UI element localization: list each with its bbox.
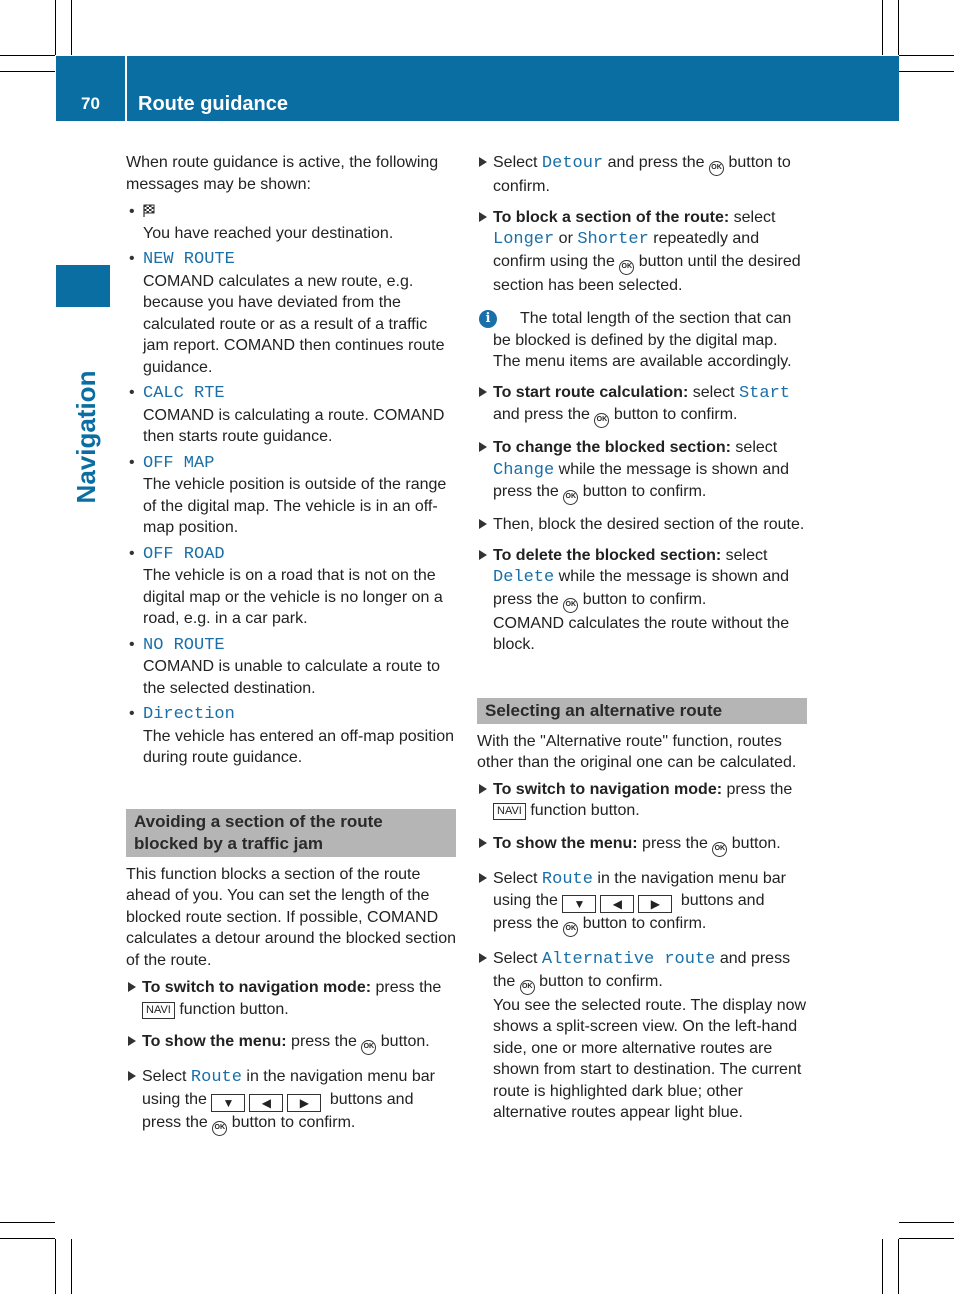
crop-mark	[899, 71, 954, 72]
crop-mark	[0, 1238, 55, 1239]
left-column	[126, 152, 456, 1136]
step-text: repeatedly and confirm using the	[493, 230, 760, 270]
crop-mark	[71, 1239, 72, 1294]
message-description: The vehicle has entered an off-map position during route guidance.	[143, 727, 455, 766]
down-arrow-icon: ▼	[211, 1094, 245, 1112]
message-description: The vehicle is on a road that is not on the digital map or the vehicle is no longer on a road, e.g. in a car park.	[143, 567, 443, 627]
menu-item-shorter: Shorter	[577, 230, 649, 249]
section-heading: Avoiding a section of the route blocked by a traffic jam	[126, 809, 456, 857]
message-label: NEW ROUTE	[143, 250, 235, 269]
menu-item-delete: Delete	[493, 568, 555, 587]
navi-key-icon: NAVI	[142, 1002, 175, 1019]
step-text: button to confirm.	[582, 915, 707, 932]
step-text: button.	[731, 834, 781, 852]
step-text: or	[558, 230, 573, 247]
step-text: while the message is shown and press the	[493, 460, 790, 500]
message-label: NO ROUTE	[143, 635, 225, 655]
ok-button-icon: OK	[563, 490, 578, 505]
step	[126, 977, 456, 1020]
checkered-flag-icon	[143, 203, 155, 220]
step-text: button.	[380, 1033, 430, 1050]
right-arrow-icon: ▶	[638, 895, 672, 913]
step-text: while the message is shown and press the	[493, 568, 790, 608]
step-text: press the	[375, 979, 442, 996]
message-item	[126, 634, 456, 700]
crop-mark	[882, 1239, 883, 1294]
step-text: button to confirm.	[613, 406, 738, 423]
crop-mark	[899, 1222, 954, 1223]
crop-mark	[898, 1239, 899, 1294]
intro-text: When route guidance is active, the following messages may be shown:	[126, 154, 439, 193]
step-text: and press the	[493, 950, 791, 990]
step-text: and press the	[493, 406, 590, 423]
step	[477, 545, 807, 656]
section-heading: Selecting an alternative route	[477, 698, 807, 724]
info-text: The total length of the section that can be blocked is defined by the digital map. The menu items are available accordingly.	[493, 310, 792, 370]
navi-key-icon: NAVI	[493, 803, 526, 820]
message-item	[126, 452, 456, 539]
message-label: OFF MAP	[143, 453, 215, 473]
ok-button-icon: OK	[709, 161, 724, 176]
step-text: button to confirm.	[231, 1113, 356, 1131]
step-text: button until the desired section has been selected.	[493, 252, 801, 294]
step-title: To show the menu:	[142, 1033, 287, 1050]
step-text: buttons and press the	[493, 892, 765, 932]
step-title: To delete the blocked section:	[493, 546, 722, 564]
page-title: Route guidance	[138, 93, 289, 115]
step	[477, 207, 807, 297]
step-text: in the navigation menu bar using the	[493, 869, 786, 909]
step-text: in the navigation menu bar using the	[142, 1068, 435, 1108]
menu-item-detour: Detour	[541, 154, 604, 173]
crop-mark	[882, 0, 883, 55]
crop-mark	[0, 55, 55, 56]
left-arrow-icon: ◀	[600, 895, 634, 913]
step-text: Select	[493, 154, 538, 171]
step	[477, 437, 807, 505]
menu-item-change: Change	[493, 460, 555, 480]
step	[477, 948, 807, 1124]
step-title: To switch to navigation mode:	[142, 979, 372, 996]
page-number: 70	[81, 94, 100, 113]
ok-button-icon: OK	[563, 598, 578, 613]
crop-mark	[899, 55, 954, 56]
message-label: CALC RTE	[143, 384, 225, 403]
step	[477, 833, 807, 857]
crop-mark	[0, 1222, 55, 1223]
step-text: button to confirm.	[493, 154, 791, 195]
menu-item-route: Route	[541, 869, 593, 889]
step-text: function button.	[530, 802, 640, 819]
section-intro: This function blocks a section of the route ahead of you. You can set the length of the blocked route section. If possible, COMAND calculates a detour around the blocked section of the route.	[126, 865, 456, 969]
menu-item-route: Route	[190, 1068, 242, 1087]
message-description: COMAND is calculating a route. COMAND then starts route guidance.	[143, 406, 445, 445]
step-note: You see the selected route. The display now shows a split-screen view. On the left-hand side, one or more alternative routes are shown from start to destination. The current route is highlighted dark blue; other alternative routes appear light blue.	[493, 996, 807, 1121]
step-text: Select	[493, 869, 538, 887]
message-description: COMAND calculates a new route, e.g. because you have deviated from the calculated route or as a result of a traffic jam report. COMAND then continues route guidance.	[143, 272, 445, 376]
step-title: To show the menu:	[493, 834, 638, 852]
step-text: button to confirm.	[582, 590, 707, 608]
crop-mark	[898, 0, 899, 55]
step	[477, 514, 807, 536]
header-divider	[125, 56, 127, 121]
step-text: button to confirm.	[582, 483, 707, 500]
ok-button-icon: OK	[361, 1040, 376, 1055]
message-item	[126, 248, 456, 378]
step-text: Then, block the desired section of the route.	[493, 516, 805, 533]
message-item	[126, 382, 456, 448]
step-title: To start route calculation:	[493, 383, 689, 401]
message-description: • You have reached your destination.	[143, 224, 394, 242]
message-label: Direction	[143, 705, 235, 724]
message-description: COMAND is unable to calculate a route to the selected destination.	[143, 658, 441, 697]
ok-button-icon: OK	[594, 413, 609, 428]
step-text: buttons and press the	[142, 1090, 414, 1131]
step-text: press the	[291, 1033, 357, 1050]
right-arrow-icon: ▶	[287, 1094, 321, 1112]
step-text: Select	[493, 950, 538, 967]
step-text: select	[735, 439, 778, 456]
step-text: button to confirm.	[539, 972, 663, 990]
step-text: press the	[642, 834, 708, 852]
info-icon: i	[479, 310, 497, 328]
ok-button-icon: OK	[563, 922, 578, 937]
ok-button-icon: OK	[212, 1121, 227, 1136]
page-header	[56, 56, 899, 121]
side-tab-marker	[56, 265, 110, 307]
crop-mark	[55, 1239, 56, 1294]
crop-mark	[0, 71, 55, 72]
crop-mark	[55, 0, 56, 55]
side-tab-label: Navigation	[71, 370, 101, 504]
step	[477, 779, 807, 822]
message-label: OFF ROAD	[143, 544, 225, 564]
step-text: and press the	[607, 154, 705, 171]
message-item	[126, 703, 456, 769]
menu-item-alternative-route: Alternative route	[541, 950, 716, 969]
step-text: select	[725, 546, 768, 564]
left-arrow-icon: ◀	[249, 1094, 283, 1112]
step-title: To block a section of the route:	[493, 208, 730, 226]
menu-item-start: Start	[738, 383, 790, 403]
section-intro: With the "Alternative route" function, routes other than the original one can be calculated.	[477, 732, 797, 771]
message-description: The vehicle position is outside of the range of the digital map. The vehicle is in an off-map position.	[143, 476, 447, 536]
step-text: Select	[142, 1068, 187, 1085]
ok-button-icon: OK	[712, 842, 727, 857]
ok-button-icon: OK	[619, 260, 634, 275]
info-note	[477, 308, 807, 373]
step	[477, 868, 807, 938]
ok-button-icon: OK	[520, 980, 535, 995]
step-text: select	[692, 383, 735, 401]
message-item	[126, 543, 456, 630]
menu-item-longer: Longer	[493, 230, 555, 249]
step	[477, 382, 807, 429]
step	[126, 1031, 456, 1055]
crop-mark	[899, 1238, 954, 1239]
step-title: To change the blocked section:	[493, 439, 731, 456]
step-text: press the	[726, 780, 793, 798]
crop-mark	[71, 0, 72, 55]
step-text: function button.	[179, 1000, 289, 1018]
down-arrow-icon: ▼	[562, 895, 596, 913]
step	[477, 152, 807, 198]
step	[126, 1066, 456, 1136]
step-text: select	[733, 208, 776, 226]
step-note: COMAND calculates the route without the block.	[493, 614, 790, 653]
message-item	[126, 201, 456, 244]
step-title: To switch to navigation mode:	[493, 780, 723, 798]
right-column	[477, 152, 807, 1124]
